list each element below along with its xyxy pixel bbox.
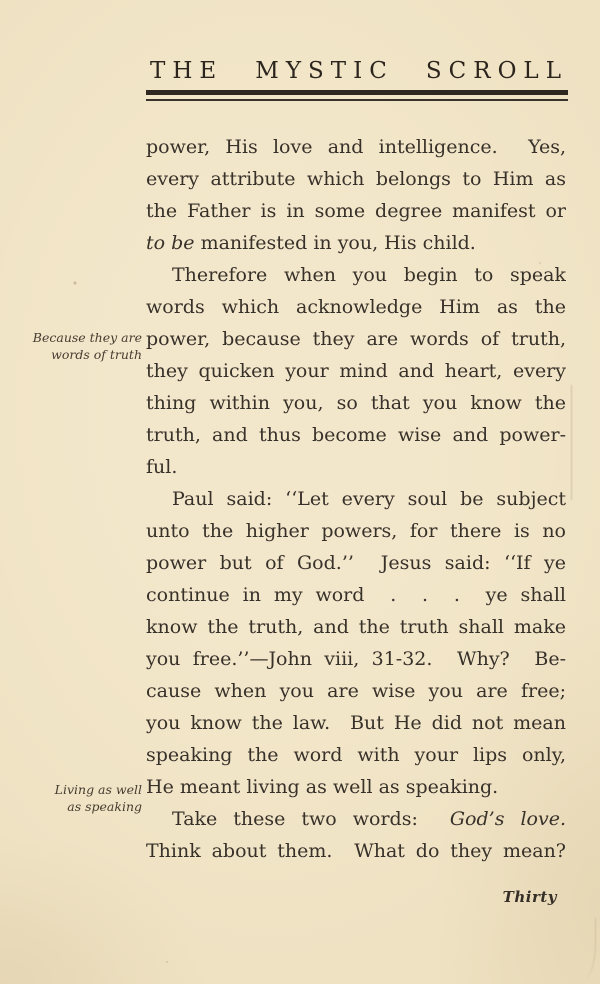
text-line (146, 419, 566, 451)
page-number: Thirty (502, 888, 557, 906)
title-word: THE (150, 58, 224, 84)
text-line (146, 515, 566, 547)
paper-scratch-mark (577, 918, 596, 978)
text-line (146, 707, 566, 739)
text-line-segment: Therefore when you begin to speak (172, 264, 566, 286)
text-line-segment: cause when you are wise you are free; (146, 680, 566, 702)
text-line (146, 643, 566, 675)
text-line-segment: every attribute which belongs to Him as (146, 168, 566, 190)
text-line (146, 355, 566, 387)
text-line-segment: the Father is in some degree manifest or (146, 200, 566, 222)
text-line-segment: words which acknowledge Him as the (146, 296, 566, 318)
margin-note (28, 329, 142, 363)
margin-note-line: Because they are (32, 330, 142, 345)
text-line-segment: God’s love. (449, 808, 566, 830)
text-line-segment: speaking the word with your lips only, (146, 744, 566, 766)
text-line-segment: manifested in you, His child. (194, 232, 476, 254)
text-line (146, 163, 566, 195)
text-line (146, 387, 566, 419)
text-line-segment: know the truth, and the truth shall make (146, 616, 566, 638)
text-line (146, 835, 566, 867)
page-crease-mark (571, 385, 572, 500)
text-line-segment: to be (146, 232, 195, 254)
text-line (146, 803, 566, 835)
text-line (146, 611, 566, 643)
text-line-segment: you free.’’—John viii, 31-32. Why? Be- (146, 648, 566, 670)
text-line (146, 291, 566, 323)
text-line (146, 131, 566, 163)
text-line (146, 195, 566, 227)
page-title (150, 58, 568, 84)
text-line (146, 259, 566, 291)
text-line-segment: ful. (146, 456, 178, 478)
header-rule-thin (146, 99, 568, 101)
margin-note-line: words of truth (51, 347, 142, 362)
text-line-segment: they quicken your mind and heart, every (146, 360, 566, 382)
text-line-segment: power, because they are words of truth, (146, 328, 566, 350)
text-line (146, 227, 566, 259)
title-word: MYSTIC (255, 58, 394, 84)
text-line-segment: truth, and thus become wise and power- (146, 424, 566, 446)
margin-note (28, 781, 142, 815)
text-line (146, 483, 566, 515)
text-line (146, 675, 566, 707)
body-text (146, 131, 566, 867)
text-line (146, 771, 566, 803)
text-line (146, 323, 566, 355)
text-line-segment: thing within you, so that you know the (146, 392, 566, 414)
margin-note-line: Living as well (54, 782, 142, 797)
text-line-segment: you know the law. But He did not mean (146, 712, 566, 734)
header-rule-thick (146, 90, 568, 95)
text-line-segment: He meant living as well as speaking. (146, 776, 499, 798)
text-line (146, 739, 566, 771)
text-line-segment: Paul said: ‘‘Let every soul be subject (172, 488, 566, 510)
title-word: SCROLL (425, 58, 568, 84)
text-line-segment: power but of God.’’ Jesus said: ‘‘If ye (146, 552, 566, 574)
text-line-segment: power, His love and intelligence. Yes, (146, 136, 566, 158)
text-line (146, 451, 566, 483)
text-line (146, 547, 566, 579)
text-line (146, 579, 566, 611)
margin-note-line: as speaking (67, 799, 142, 814)
text-line-segment: Take these two words: (172, 808, 450, 830)
text-line-segment: unto the higher powers, for there is no (146, 520, 566, 542)
text-line-segment: continue in my word . . . ye shall (146, 584, 566, 606)
text-line-segment: Think about them. What do they mean? (146, 840, 566, 862)
